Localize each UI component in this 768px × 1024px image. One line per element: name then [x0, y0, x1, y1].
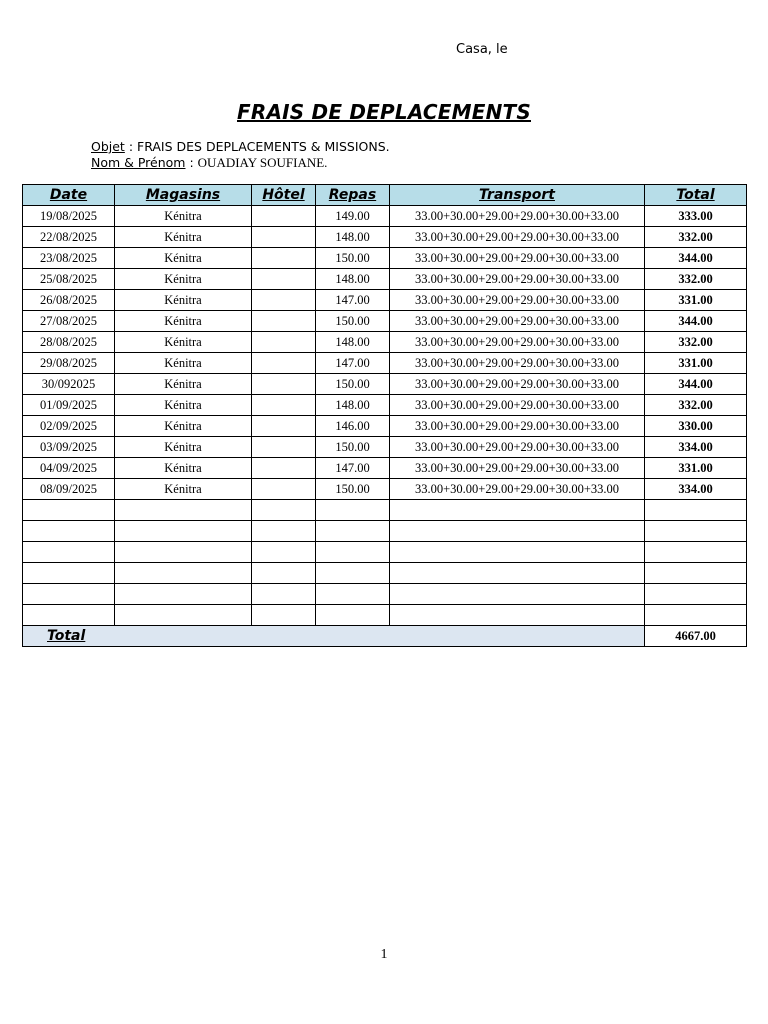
table-row [23, 500, 747, 521]
cell-hotel [252, 584, 316, 605]
table-row [23, 521, 747, 542]
cell-repas: 147.00 [316, 290, 390, 311]
page-number: 1 [380, 947, 388, 962]
total-label: Total [23, 626, 645, 647]
cell-total: 331.00 [645, 458, 747, 479]
cell-date: 23/08/2025 [23, 248, 115, 269]
cell-hotel [252, 227, 316, 248]
cell-magasin: Kénitra [115, 269, 252, 290]
cell-date: 08/09/2025 [23, 479, 115, 500]
cell-hotel [252, 311, 316, 332]
cell-date [23, 584, 115, 605]
cell-date: 27/08/2025 [23, 311, 115, 332]
cell-transport: 33.00+30.00+29.00+29.00+30.00+33.00 [390, 248, 645, 269]
cell-total: 334.00 [645, 437, 747, 458]
cell-total: 333.00 [645, 206, 747, 227]
cell-hotel [252, 395, 316, 416]
cell-transport [390, 563, 645, 584]
table-row [23, 395, 747, 416]
cell-hotel [252, 500, 316, 521]
cell-repas: 150.00 [316, 479, 390, 500]
expenses-table [22, 184, 747, 647]
cell-repas: 146.00 [316, 416, 390, 437]
cell-transport: 33.00+30.00+29.00+29.00+30.00+33.00 [390, 269, 645, 290]
cell-total: 344.00 [645, 248, 747, 269]
table-row [23, 227, 747, 248]
cell-magasin [115, 500, 252, 521]
table-row [23, 416, 747, 437]
cell-total: 332.00 [645, 269, 747, 290]
cell-transport: 33.00+30.00+29.00+29.00+30.00+33.00 [390, 395, 645, 416]
cell-transport: 33.00+30.00+29.00+29.00+30.00+33.00 [390, 353, 645, 374]
cell-total: 332.00 [645, 227, 747, 248]
cell-repas [316, 542, 390, 563]
table-row [23, 374, 747, 395]
table-row [23, 584, 747, 605]
cell-repas: 150.00 [316, 374, 390, 395]
cell-magasin [115, 542, 252, 563]
cell-transport [390, 542, 645, 563]
cell-magasin: Kénitra [115, 353, 252, 374]
cell-total [645, 542, 747, 563]
column-header-transport: Transport [390, 185, 645, 206]
document-title: FRAIS DE DEPLACEMENTS [237, 100, 531, 124]
cell-repas: 149.00 [316, 206, 390, 227]
cell-magasin: Kénitra [115, 437, 252, 458]
cell-date [23, 521, 115, 542]
cell-transport: 33.00+30.00+29.00+29.00+30.00+33.00 [390, 332, 645, 353]
cell-repas: 148.00 [316, 227, 390, 248]
table-row [23, 458, 747, 479]
cell-transport [390, 584, 645, 605]
place-date: Casa, le [456, 42, 508, 57]
grand-total-value: 4667.00 [645, 626, 747, 647]
cell-date: 26/08/2025 [23, 290, 115, 311]
cell-transport [390, 521, 645, 542]
cell-repas [316, 563, 390, 584]
cell-total: 344.00 [645, 311, 747, 332]
cell-magasin: Kénitra [115, 416, 252, 437]
cell-magasin [115, 605, 252, 626]
cell-transport: 33.00+30.00+29.00+29.00+30.00+33.00 [390, 311, 645, 332]
cell-magasin: Kénitra [115, 332, 252, 353]
cell-date: 25/08/2025 [23, 269, 115, 290]
table-row [23, 437, 747, 458]
table-row [23, 248, 747, 269]
table-body [23, 206, 747, 626]
cell-total: 344.00 [645, 374, 747, 395]
column-header-repas: Repas [316, 185, 390, 206]
cell-hotel [252, 605, 316, 626]
cell-magasin: Kénitra [115, 479, 252, 500]
table-row [23, 479, 747, 500]
cell-date: 22/08/2025 [23, 227, 115, 248]
cell-magasin: Kénitra [115, 311, 252, 332]
cell-hotel [252, 458, 316, 479]
cell-magasin: Kénitra [115, 248, 252, 269]
cell-hotel [252, 332, 316, 353]
cell-repas: 148.00 [316, 269, 390, 290]
table-row [23, 605, 747, 626]
table-row [23, 206, 747, 227]
cell-magasin [115, 584, 252, 605]
cell-repas: 148.00 [316, 332, 390, 353]
cell-repas: 150.00 [316, 248, 390, 269]
cell-repas [316, 605, 390, 626]
cell-total [645, 521, 747, 542]
cell-transport: 33.00+30.00+29.00+29.00+30.00+33.00 [390, 290, 645, 311]
cell-date: 02/09/2025 [23, 416, 115, 437]
cell-transport: 33.00+30.00+29.00+29.00+30.00+33.00 [390, 416, 645, 437]
cell-date: 01/09/2025 [23, 395, 115, 416]
objet-label: Objet [91, 139, 125, 154]
cell-magasin: Kénitra [115, 227, 252, 248]
cell-transport: 33.00+30.00+29.00+29.00+30.00+33.00 [390, 458, 645, 479]
cell-hotel [252, 290, 316, 311]
cell-total [645, 563, 747, 584]
cell-date [23, 542, 115, 563]
cell-hotel [252, 563, 316, 584]
cell-total [645, 584, 747, 605]
cell-magasin: Kénitra [115, 374, 252, 395]
cell-hotel [252, 479, 316, 500]
cell-repas [316, 521, 390, 542]
cell-hotel [252, 542, 316, 563]
cell-magasin [115, 521, 252, 542]
cell-total: 330.00 [645, 416, 747, 437]
cell-magasin: Kénitra [115, 206, 252, 227]
cell-magasin: Kénitra [115, 395, 252, 416]
cell-date: 19/08/2025 [23, 206, 115, 227]
cell-hotel [252, 353, 316, 374]
cell-total: 331.00 [645, 290, 747, 311]
nom-label: Nom & Prénom [91, 155, 186, 170]
cell-transport [390, 605, 645, 626]
total-row [23, 626, 747, 647]
nom-value: OUADIAY SOUFIANE. [197, 155, 328, 170]
cell-date: 04/09/2025 [23, 458, 115, 479]
cell-magasin: Kénitra [115, 290, 252, 311]
cell-hotel [252, 269, 316, 290]
cell-transport: 33.00+30.00+29.00+29.00+30.00+33.00 [390, 227, 645, 248]
table-row [23, 563, 747, 584]
cell-hotel [252, 248, 316, 269]
cell-total: 332.00 [645, 395, 747, 416]
column-header-total: Total [645, 185, 747, 206]
table-header-row [23, 185, 747, 206]
table-row [23, 269, 747, 290]
cell-repas [316, 500, 390, 521]
nom-line [91, 155, 327, 171]
cell-transport: 33.00+30.00+29.00+29.00+30.00+33.00 [390, 374, 645, 395]
objet-value: : FRAIS DES DEPLACEMENTS & MISSIONS. [124, 139, 390, 154]
table-row [23, 311, 747, 332]
table-row [23, 290, 747, 311]
cell-date [23, 605, 115, 626]
nom-separator: : [185, 155, 198, 170]
cell-repas: 150.00 [316, 437, 390, 458]
cell-total: 334.00 [645, 479, 747, 500]
cell-total: 331.00 [645, 353, 747, 374]
cell-total [645, 500, 747, 521]
cell-transport: 33.00+30.00+29.00+29.00+30.00+33.00 [390, 437, 645, 458]
cell-hotel [252, 521, 316, 542]
cell-repas: 147.00 [316, 353, 390, 374]
cell-repas: 147.00 [316, 458, 390, 479]
cell-repas: 148.00 [316, 395, 390, 416]
column-header-magasins: Magasins [115, 185, 252, 206]
cell-repas [316, 584, 390, 605]
cell-date [23, 500, 115, 521]
cell-date: 28/08/2025 [23, 332, 115, 353]
column-header-hotel: Hôtel [252, 185, 316, 206]
cell-magasin [115, 563, 252, 584]
cell-total [645, 605, 747, 626]
cell-total: 332.00 [645, 332, 747, 353]
cell-transport: 33.00+30.00+29.00+29.00+30.00+33.00 [390, 206, 645, 227]
table-row [23, 332, 747, 353]
cell-hotel [252, 437, 316, 458]
cell-transport [390, 500, 645, 521]
table-row [23, 542, 747, 563]
objet-line [91, 139, 390, 154]
cell-transport: 33.00+30.00+29.00+29.00+30.00+33.00 [390, 479, 645, 500]
column-header-date: Date [23, 185, 115, 206]
cell-date: 29/08/2025 [23, 353, 115, 374]
cell-date: 03/09/2025 [23, 437, 115, 458]
cell-date [23, 563, 115, 584]
cell-magasin: Kénitra [115, 458, 252, 479]
cell-date: 30/092025 [23, 374, 115, 395]
cell-hotel [252, 206, 316, 227]
cell-hotel [252, 416, 316, 437]
table-row [23, 353, 747, 374]
cell-repas: 150.00 [316, 311, 390, 332]
cell-hotel [252, 374, 316, 395]
